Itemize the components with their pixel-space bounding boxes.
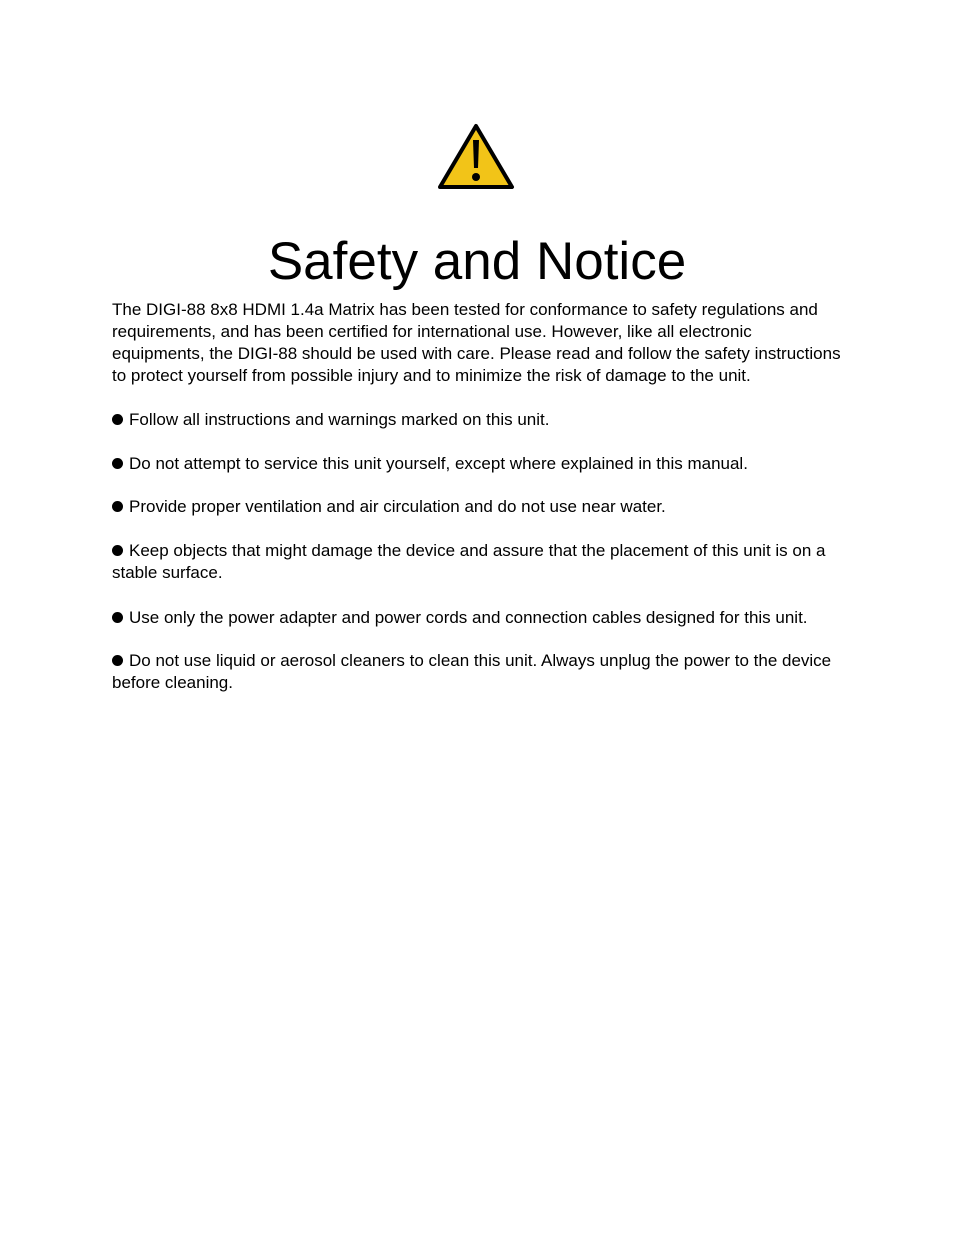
safety-instructions-list <box>112 409 848 694</box>
list-item-text: Do not attempt to service this unit yourself, except where explained in this manual. <box>129 454 748 473</box>
list-item-text: Follow all instructions and warnings marked on this unit. <box>129 410 550 429</box>
list-item <box>112 453 848 475</box>
list-item <box>112 607 848 629</box>
list-item <box>112 540 848 584</box>
list-item-text: Use only the power adapter and power cords and connection cables designed for this unit. <box>129 608 808 627</box>
bullet-icon <box>112 414 123 425</box>
bullet-icon <box>112 501 123 512</box>
safety-content <box>112 299 848 716</box>
bullet-icon <box>112 458 123 469</box>
list-item <box>112 650 848 694</box>
list-item-text: Provide proper ventilation and air circulation and do not use near water. <box>129 497 666 516</box>
list-item <box>112 496 848 518</box>
list-item-text: Keep objects that might damage the device and assure that the placement of this unit is on a stable surface. <box>112 541 826 582</box>
bullet-icon <box>112 612 123 623</box>
list-item-text: Do not use liquid or aerosol cleaners to clean this unit. Always unplug the power to the device before cleaning. <box>112 651 832 692</box>
bullet-icon <box>112 545 123 556</box>
bullet-icon <box>112 655 123 666</box>
page-title: Safety and Notice <box>267 232 687 291</box>
warning-icon <box>437 123 515 191</box>
intro-paragraph: The DIGI-88 8x8 HDMI 1.4a Matrix has been tested for conformance to safety regulations and requirements, and has been certified for international use. However, like all electronic equipments, the DIGI-88 should be used with care. Please read and follow the safety instructions to protect yourself from possible injury and to minimize the risk of damage to the unit. <box>112 300 841 385</box>
list-item <box>112 409 848 431</box>
